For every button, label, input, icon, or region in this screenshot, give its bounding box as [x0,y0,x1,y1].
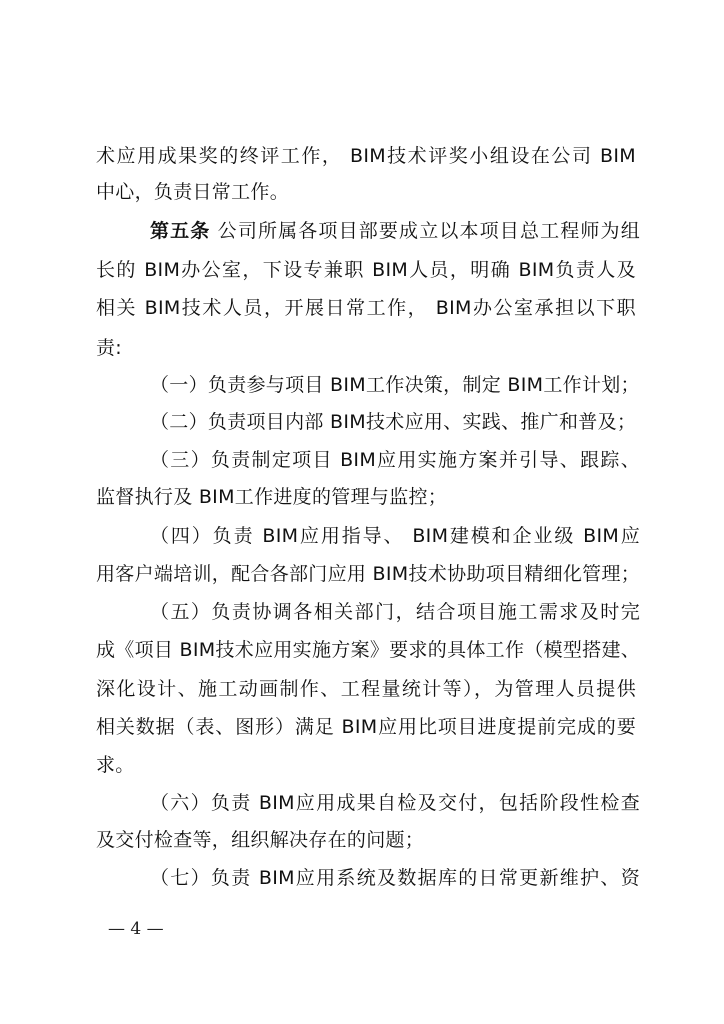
article-5-first-line [150,215,640,247]
text-line-5: 相关 BIM技术人员，开展日常工作， BIM办公室承担以下职 [96,297,636,319]
text-line-6: 责: [96,337,123,359]
duty-item-2: （二）负责项目内部 BIM技术应用、实践、推广和普及； [150,411,637,433]
duty-item-6-cont: 及交付检查等，组织解决存在的问题； [96,829,425,851]
text-line-4: 长的 BIM办公室，下设专兼职 BIM人员，明确 BIM负责人及 [96,259,636,281]
article-5-text: 公司所属各项目部要成立以本项目总工程师为组 [217,220,641,242]
text-line-2: 中心，负责日常工作。 [96,181,290,203]
page-number: — 4 — [108,919,164,939]
duty-item-7: （七）负责 BIM应用系统及数据库的日常更新维护、资 [150,867,640,889]
duty-item-3: （三）负责制定项目 BIM应用实施方案并引导、跟踪、 [150,449,640,471]
duty-item-4-cont: 用客户端培训，配合各部门应用 BIM技术协助项目精细化管理； [96,563,641,585]
article-number: 第五条 [150,220,211,242]
duty-item-4: （四）负责 BIM应用指导、 BIM建模和企业级 BIM应 [150,525,640,547]
duty-item-5-cont-1: 成《项目 BIM技术应用实施方案》要求的具体工作（模型搭建、 [96,639,641,661]
duty-item-5-cont-2: 深化设计、施工动画制作、工程量统计等），为管理人员提供 [96,678,636,700]
duty-item-3-cont: 监督执行及 BIM工作进度的管理与监控； [96,486,448,508]
duty-item-5: （五）负责协调各相关部门，结合项目施工需求及时完 [150,601,640,623]
text-line-1: 术应用成果奖的终评工作， BIM技术评奖小组设在公司 BIM [96,145,636,167]
duty-item-6: （六）负责 BIM应用成果自检及交付，包括阶段性检查 [150,792,640,814]
duty-item-5-cont-4: 求。 [96,754,135,776]
duty-item-5-cont-3: 相关数据（表、图形）满足 BIM应用比项目进度提前完成的要 [96,716,636,738]
duty-item-1: （一）负责参与项目 BIM工作决策，制定 BIM工作计划； [150,374,640,396]
